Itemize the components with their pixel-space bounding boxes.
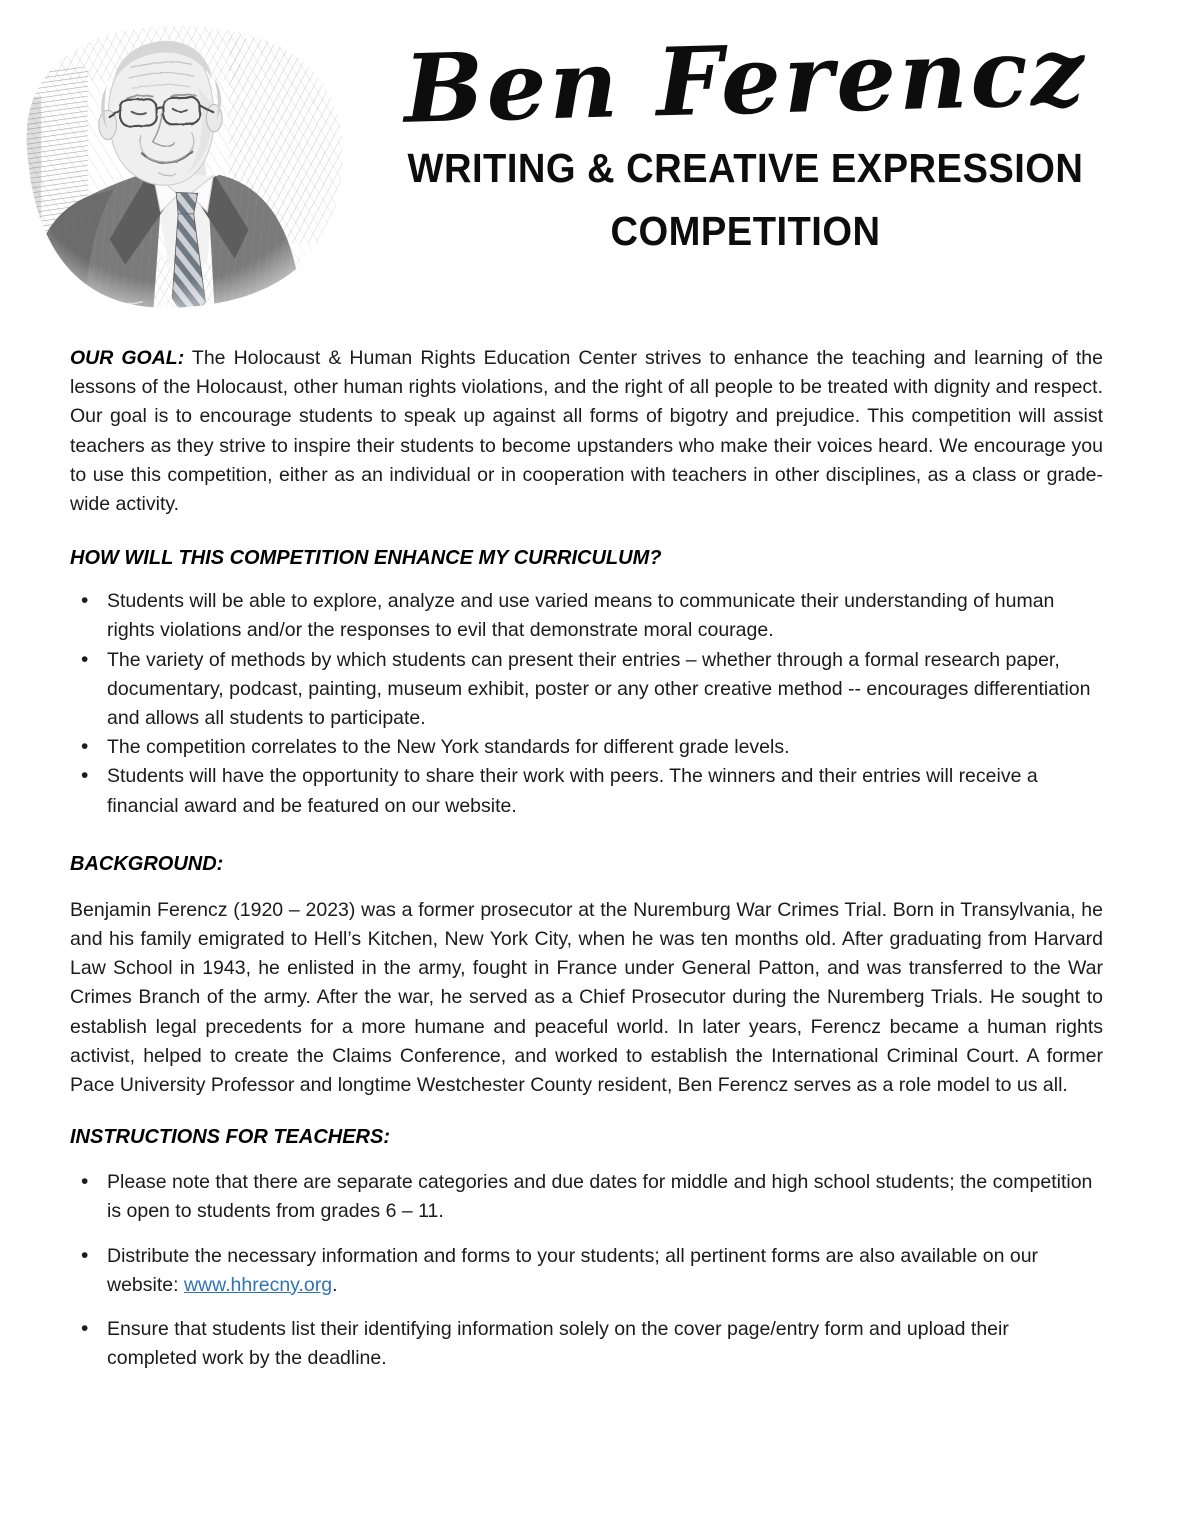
- bullet-text: Students will be able to explore, analyze and use varied means to communicate their understanding of human rights violations and/or the responses to evil that demonstrate moral courage.: [107, 590, 1055, 642]
- page-title: Ben Ferencz: [402, 17, 1089, 145]
- hhrecny-website-link[interactable]: www.hhrecny.org: [183, 1273, 333, 1296]
- list-item: [70, 587, 1103, 645]
- list-item: [70, 762, 1103, 820]
- bullet-text-before-link: Distribute the necessary information and forms to your students; all pertinent forms are also available on our website:: [107, 1244, 1039, 1296]
- portrait-sketch-svg: [6, 4, 358, 326]
- bullet-text: The competition correlates to the New York standards for different grade levels.: [107, 736, 790, 759]
- bullet-text: Ensure that students list their identifying information solely on the cover page/entry form and upload their completed work by the deadline.: [107, 1318, 1009, 1370]
- curriculum-heading: HOW WILL THIS COMPETITION ENHANCE MY CURRICULUM?: [70, 547, 662, 570]
- our-goal-text: The Holocaust & Human Rights Education Center strives to enhance the teaching and learning of the lessons of the Holocaust, other human rights violations, and the right of all people to be treated with dignity and respect. Our goal is to encourage students to speak up against all forms of bigotry and prejudice. This competition will assist teachers as they strive to inspire their students to become upstanders who make their voices heard. We encourage you to use this competition, either as an individual or in cooperation with teachers in other disciplines, as a class or grade-wide activity.: [70, 347, 1103, 516]
- document-body: [0, 334, 1187, 1373]
- instructions-heading: INSTRUCTIONS FOR TEACHERS:: [70, 1126, 390, 1149]
- bullet-text: Please note that there are separate categories and due dates for middle and high school students; the competition is open to students from grades 6 – 11.: [107, 1171, 1093, 1223]
- instructions-bullet-list: [70, 1168, 1103, 1373]
- background-heading: BACKGROUND:: [70, 852, 224, 875]
- masthead-text: [368, 17, 1123, 255]
- curriculum-bullet-list: [70, 587, 1103, 821]
- list-item: [70, 1168, 1103, 1226]
- list-item: [70, 1315, 1103, 1373]
- ben-ferencz-portrait: [6, 4, 358, 326]
- subtitle-line-1: WRITING & CREATIVE EXPRESSION: [407, 145, 1084, 192]
- list-item: [70, 646, 1103, 734]
- subtitle-line-2: COMPETITION: [610, 207, 881, 254]
- bullet-text: Students will have the opportunity to share their work with peers. The winners and their entries will receive a financial award and be featured on our website.: [107, 765, 1038, 817]
- bullet-text: The variety of methods by which students can present their entries – whether through a formal research paper, documentary, podcast, painting, museum exhibit, poster or any other creative method -- encourages differentiation and allows all students to participate.: [107, 648, 1091, 730]
- masthead: [0, 0, 1187, 334]
- list-item: [70, 733, 1103, 762]
- bullet-text-after-link: .: [332, 1273, 338, 1296]
- background-paragraph: Benjamin Ferencz (1920 – 2023) was a former prosecutor at the Nuremburg War Crimes Trial. Born in Transylvania, he and his family emigrated to Hell’s Kitchen, New York City, when he was ten months old. After graduating from Harvard Law School in 1943, he enlisted in the army, fought in France under General Patton, and was transferred to the War Crimes Branch of the army. After the war, he served as a Chief Prosecutor during the Nuremberg Trials. He sought to establish legal precedents for a more humane and peaceful world. In later years, Ferencz became a human rights activist, helped to create the Claims Conference, and worked to establish the International Criminal Court. A former Pace University Professor and longtime Westchester County resident, Ben Ferencz serves as a role model to us all.: [70, 898, 1103, 1097]
- list-item: [70, 1242, 1103, 1300]
- our-goal-label: OUR GOAL:: [70, 347, 185, 369]
- our-goal-paragraph: [70, 344, 1103, 519]
